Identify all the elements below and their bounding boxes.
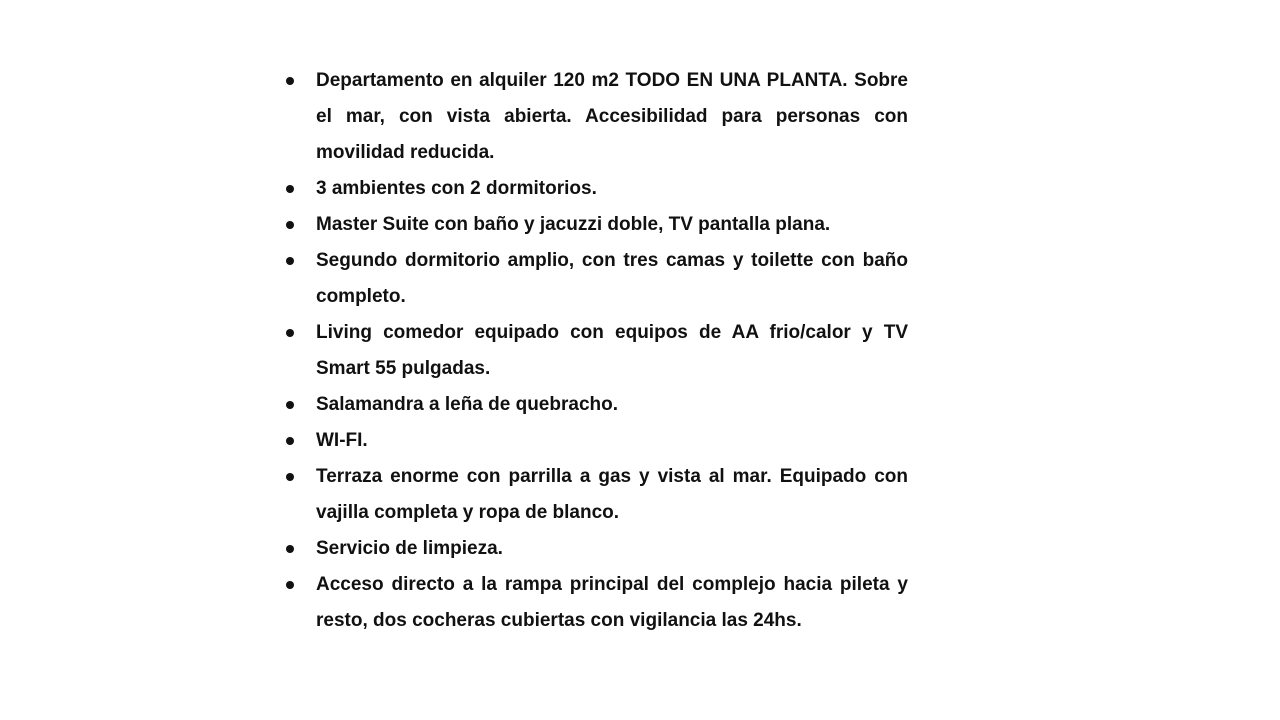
list-item <box>280 171 908 207</box>
bullet-icon <box>286 77 294 85</box>
bullet-icon <box>286 221 294 229</box>
list-item <box>280 423 908 459</box>
bullet-icon <box>286 401 294 409</box>
bullet-icon <box>286 185 294 193</box>
list-item <box>280 531 908 567</box>
bullet-icon <box>286 545 294 553</box>
list-item-text: 3 ambientes con 2 dormitorios. <box>316 178 597 199</box>
list-item-text: Departamento en alquiler 120 m2 TODO EN UNA PLANTA. Sobre el mar, con vista abierta. Accesibilidad para personas con movilidad reducida. <box>316 70 908 163</box>
list-item <box>280 387 908 423</box>
amenities-bullet-list <box>280 63 908 639</box>
bullet-icon <box>286 581 294 589</box>
list-item <box>280 459 908 531</box>
bullet-icon <box>286 329 294 337</box>
bullet-icon <box>286 257 294 265</box>
list-item-text: Servicio de limpieza. <box>316 538 503 559</box>
list-item-text: Master Suite con baño y jacuzzi doble, TV pantalla plana. <box>316 214 831 235</box>
bullet-icon <box>286 437 294 445</box>
list-item-text: Segundo dormitorio amplio, con tres camas y toilette con baño completo. <box>316 250 908 307</box>
list-item <box>280 207 908 243</box>
list-item <box>280 315 908 387</box>
list-item <box>280 243 908 315</box>
list-item <box>280 63 908 171</box>
list-item-text: Acceso directo a la rampa principal del complejo hacia pileta y resto, dos cocheras cubiertas con vigilancia las 24hs. <box>316 574 908 631</box>
list-item-text: Terraza enorme con parrilla a gas y vista al mar. Equipado con vajilla completa y ropa de blanco. <box>316 466 908 523</box>
bullet-icon <box>286 473 294 481</box>
list-item <box>280 567 908 639</box>
list-item-text: WI-FI. <box>316 430 368 451</box>
list-item-text: Living comedor equipado con equipos de AA frio/calor y TV Smart 55 pulgadas. <box>316 322 908 379</box>
list-item-text: Salamandra a leña de quebracho. <box>316 394 618 415</box>
